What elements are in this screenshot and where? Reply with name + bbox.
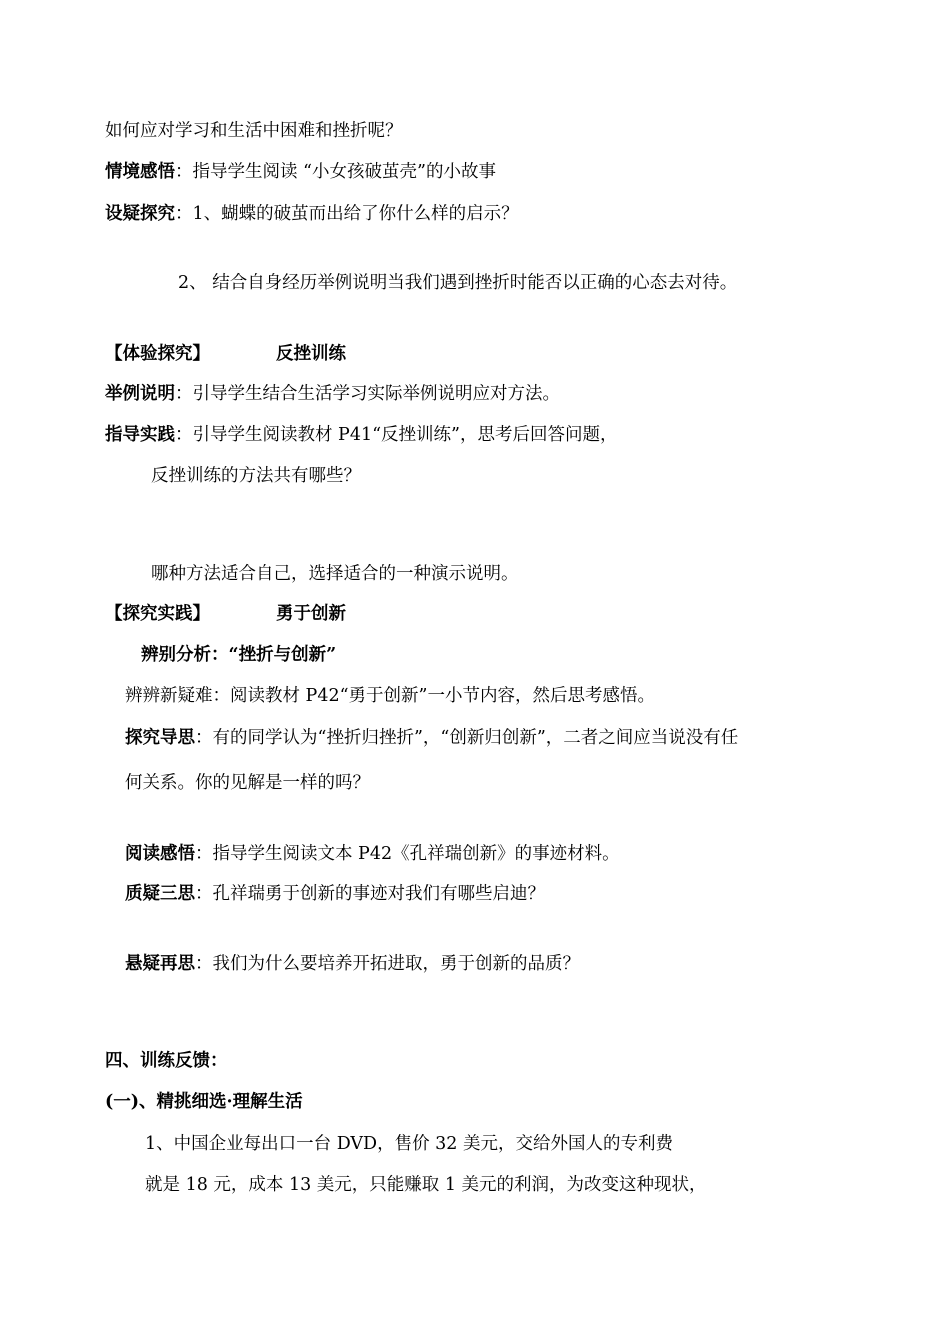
analysis-heading: 辨别分析：“挫折与创新”: [141, 645, 337, 665]
reflect-text: ：孔祥瑞勇于创新的事迹对我们有哪些启迪？: [195, 884, 545, 904]
rethink-line: [125, 953, 580, 975]
reading-line: [125, 843, 620, 865]
example-label: 举例说明: [105, 384, 175, 404]
experience-title: 反挫训练: [276, 344, 346, 364]
guide-line-2: 何关系。你的见解是一样的吗？: [125, 773, 370, 793]
guide-line-1: [125, 727, 738, 749]
subsection-heading: (一)、精挑细选·理解生活: [105, 1092, 303, 1112]
example-line: [105, 383, 560, 405]
reading-label: 阅读感悟: [125, 844, 195, 864]
rethink-label: 悬疑再思: [125, 954, 195, 974]
practice-heading: [105, 603, 346, 625]
section-four-heading: 四、训练反馈：: [105, 1051, 228, 1071]
doubt-line: 辨辨新疑难：阅读教材 P42“勇于创新”一小节内容，然后思考感悟。: [125, 686, 655, 706]
situation-line: [105, 161, 496, 183]
example-text: ：引导学生结合生活学习实际举例说明应对方法。: [175, 384, 560, 404]
methods-question: 反挫训练的方法共有哪些？: [151, 466, 361, 486]
rethink-text: ：我们为什么要培养开拓进取，勇于创新的品质？: [195, 954, 580, 974]
inquiry-text-1: ：1、蝴蝶的破茧而出给了你什么样的启示？: [175, 204, 519, 224]
inquiry-line-1: [105, 203, 519, 225]
practice-line: [105, 424, 618, 446]
question-1-line-2: 就是 18 元，成本 13 美元，只能赚取 1 美元的利润，为改变这种现状，: [145, 1175, 707, 1195]
experience-label: 【体验探究】: [105, 344, 210, 364]
practice-section-label: 【探究实践】: [105, 604, 210, 624]
inquiry-label: 设疑探究: [105, 204, 175, 224]
method-choice-line: 哪种方法适合自己，选择适合的一种演示说明。: [151, 564, 519, 584]
practice-section-title: 勇于创新: [276, 604, 346, 624]
practice-text: ：引导学生阅读教材 P41“反挫训练”，思考后回答问题，: [175, 425, 618, 445]
practice-label: 指导实践: [105, 425, 175, 445]
experience-heading: [105, 343, 346, 365]
reflect-line: [125, 883, 545, 905]
guide-text: ：有的同学认为“挫折归挫折”，“创新归创新”，二者之间应当说没有任: [195, 728, 739, 748]
situation-label: 情境感悟: [105, 162, 175, 182]
inquiry-line-2: 2、 结合自身经历举例说明当我们遇到挫折时能否以正确的心态去对待。: [178, 273, 738, 293]
situation-text: ：指导学生阅读 “小女孩破茧壳”的小故事: [175, 162, 496, 182]
question-1-line-1: 1、中国企业每出口一台 DVD，售价 32 美元，交给外国人的专利费: [145, 1134, 673, 1154]
reading-text: ：指导学生阅读文本 P42《孔祥瑞创新》的事迹材料。: [195, 844, 620, 864]
question-line: 如何应对学习和生活中困难和挫折呢？: [105, 121, 403, 141]
reflect-label: 质疑三思: [125, 884, 195, 904]
guide-label: 探究导思: [125, 728, 195, 748]
